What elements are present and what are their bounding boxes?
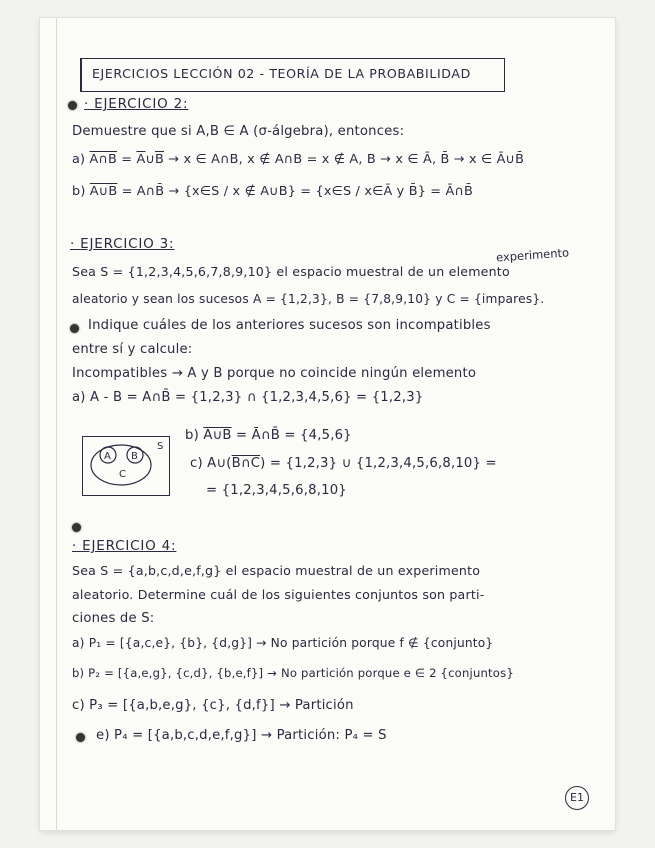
overlined-term: B∩C bbox=[231, 456, 261, 471]
bullet-dot-icon bbox=[68, 101, 77, 110]
notebook-page bbox=[40, 18, 615, 830]
correction-note: experimento bbox=[495, 245, 570, 265]
venn-label-s: S bbox=[157, 441, 164, 452]
overlined-term: $\overline{A}$ bbox=[136, 152, 146, 167]
exercise-4-line-2: aleatorio. Determine cuál de los siguientes conjuntos son parti- bbox=[72, 587, 485, 602]
page-title: EJERCICIOS LECCIÓN 02 - TEORÍA DE LA PROBABILIDAD bbox=[92, 66, 471, 81]
exercise-4-line-1: Sea S = {a,b,c,d,e,f,g} el espacio muestral de un experimento bbox=[72, 563, 481, 578]
exercise-4-part-c: c) P₃ = [{a,b,e,g}, {c}, {d,f}] → Partición bbox=[72, 698, 354, 713]
exercise-4-heading: · EJERCICIO 4: bbox=[72, 538, 177, 554]
exercise-3-line-1: Sea S = {1,2,3,4,5,6,7,8,9,10} el espacio muestral de un elemento bbox=[72, 264, 510, 279]
margin-line bbox=[56, 18, 57, 830]
overlined-term: $\overline{B}$ bbox=[155, 152, 165, 167]
page-number: E1 bbox=[565, 786, 589, 810]
exercise-3-line-4: entre sí y calcule: bbox=[72, 342, 193, 357]
derivation: → x ∈ A∩B, x ∉ A∩B = x ∉ A, B → x ∈ Ā, B̄ → x ∈ Ā∪B̄ bbox=[164, 152, 525, 167]
exercise-4-line-3: ciones de S: bbox=[72, 611, 155, 626]
bullet-dot-icon bbox=[70, 324, 79, 333]
exercise-3-line-3: Indique cuáles de los anteriores sucesos son incompatibles bbox=[88, 318, 491, 333]
venn-label-c: C bbox=[119, 469, 126, 480]
venn-diagram-drawing bbox=[83, 437, 169, 495]
overlined-term: A∪B bbox=[89, 184, 118, 199]
label-a: a) bbox=[72, 152, 90, 167]
exercise-4-part-a: a) P₁ = [{a,c,e}, {b}, {d,g}] → No partición porque f ∉ {conjunto} bbox=[72, 636, 494, 650]
exercise-3-line-2: aleatorio y sean los sucesos A = {1,2,3}, B = {7,8,9,10} y C = {impares}. bbox=[72, 292, 545, 306]
exercise-2-part-a bbox=[72, 152, 524, 167]
bullet-dot-icon bbox=[76, 733, 85, 742]
result: = Ā∩B̄ = {4,5,6} bbox=[231, 428, 352, 443]
venn-label-a: A bbox=[104, 451, 111, 462]
exercise-3-heading: · EJERCICIO 3: bbox=[70, 236, 175, 252]
result: ) = {1,2,3} ∪ {1,2,3,4,5,6,8,10} = bbox=[260, 456, 497, 471]
derivation: = A∩B̄ → {x∈S / x ∉ A∪B} = {x∈S / x∈Ā y B̄} = Ā∩B̄ bbox=[117, 184, 473, 199]
union: ∪ bbox=[145, 152, 156, 167]
exercise-4-part-e: e) P₄ = [{a,b,c,d,e,f,g}] → Partición: P₄ = S bbox=[96, 728, 387, 743]
exercise-3-line-5: Incompatibles → A y B porque no coincide ningún elemento bbox=[72, 366, 477, 381]
overlined-term: A∪B bbox=[203, 428, 232, 443]
label-c: c) A∪( bbox=[190, 456, 232, 471]
title-box bbox=[80, 58, 505, 92]
exercise-3-part-c-result: = {1,2,3,4,5,6,8,10} bbox=[206, 483, 347, 498]
exercise-2-part-b bbox=[72, 184, 473, 199]
exercise-4-part-b: b) P₂ = [{a,e,g}, {c,d}, {b,e,f}] → No partición porque e ∈ 2 {conjuntos} bbox=[72, 666, 514, 680]
exercise-3-line-6: a) A - B = A∩B̄ = {1,2,3} ∩ {1,2,3,4,5,6} = {1,2,3} bbox=[72, 390, 424, 405]
venn-label-b: B bbox=[131, 451, 138, 462]
overlined-term: A∩B bbox=[89, 152, 118, 167]
exercise-3-part-b bbox=[185, 428, 352, 443]
label-b: b) bbox=[72, 184, 90, 199]
exercise-2-statement: Demuestre que si A,B ∈ A (σ-álgebra), entonces: bbox=[72, 124, 405, 139]
exercise-2-heading: · EJERCICIO 2: bbox=[84, 96, 189, 112]
bullet-dot-icon bbox=[72, 523, 81, 532]
exercise-3-part-c bbox=[190, 456, 497, 471]
label-b: b) bbox=[185, 428, 204, 443]
venn-diagram bbox=[82, 436, 170, 496]
equals: = bbox=[117, 152, 137, 167]
